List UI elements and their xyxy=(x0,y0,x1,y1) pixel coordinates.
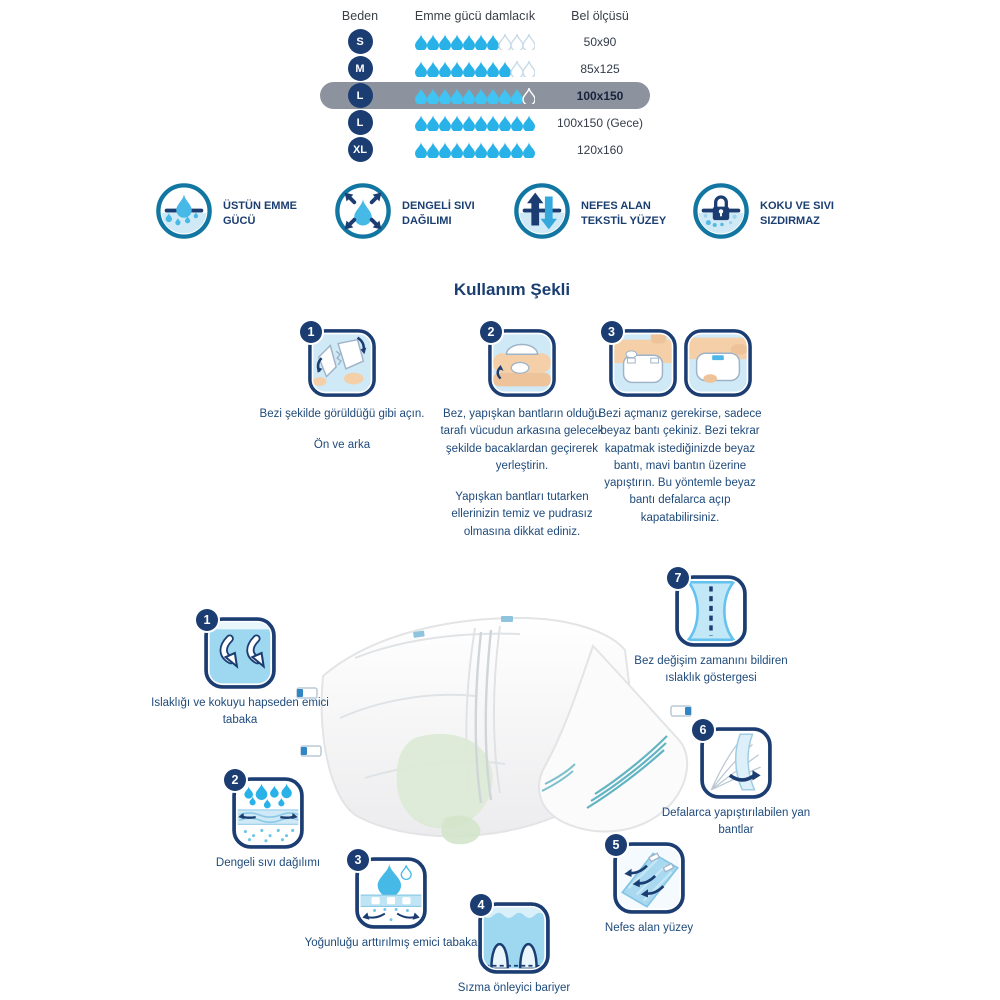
size-badge-m: M xyxy=(348,56,373,81)
absorbent-layer-icon xyxy=(203,613,277,690)
features-row xyxy=(155,182,855,245)
waist-size: 100x150 (Gece) xyxy=(556,115,644,130)
step-open-diaper-illustration xyxy=(307,325,377,398)
size-badge-xl: XL xyxy=(348,137,373,162)
step-place-diaper-illustration xyxy=(487,325,557,398)
liquid-distribution-icon xyxy=(231,773,305,850)
absorbency-droplets xyxy=(400,60,550,77)
size-row[interactable] xyxy=(320,82,650,109)
step-number-badge: 2 xyxy=(480,321,502,343)
size-badge-s: S xyxy=(348,29,373,54)
callout-number-badge: 5 xyxy=(605,834,627,856)
callout-label: Defalarca yapıştırılabilen yan bantlar xyxy=(661,807,811,836)
waist-size: 100x150 xyxy=(576,88,624,103)
callout-label: Yoğunluğu arttırılmış emici tabaka xyxy=(304,937,478,949)
col-header-waist: Bel ölçüsü xyxy=(571,9,629,23)
step-paragraph: Ön ve arka xyxy=(313,439,371,452)
size-table xyxy=(320,4,650,163)
odor-lock-icon xyxy=(692,182,750,245)
size-table-rows xyxy=(320,28,650,163)
col-header-absorbency: Emme gücü damlacık xyxy=(414,9,536,23)
feature-label: NEFES ALAN TEKSTİL YÜZEY xyxy=(581,199,667,227)
callout-5 xyxy=(559,838,739,937)
col-header-size: Beden xyxy=(341,9,379,23)
callout-label: Bez değişim zamanını bildiren ıslaklık göstergesi xyxy=(634,655,788,684)
step-number-badge: 1 xyxy=(300,321,322,343)
waist-size: 50x90 xyxy=(583,34,617,49)
usage-step-1 xyxy=(258,325,426,469)
step-number-badge: 3 xyxy=(601,321,623,343)
callout-number-badge: 1 xyxy=(196,609,218,631)
callout-number-badge: 6 xyxy=(692,719,714,741)
side-tapes-icon xyxy=(699,723,773,800)
step-caption xyxy=(258,406,426,455)
absorbency-droplets xyxy=(400,141,550,158)
absorbency-droplets xyxy=(400,87,550,104)
dense-core-icon xyxy=(354,853,428,930)
step-paragraph: Yapışkan bantları tutarken ellerinizin temiz ve pudrasız olmasına dikkat ediniz. xyxy=(451,491,593,538)
feature-item xyxy=(692,182,855,245)
feature-item xyxy=(155,182,318,245)
feature-label: ÜSTÜN EMME GÜCÜ xyxy=(223,199,297,227)
step-caption xyxy=(438,406,606,541)
callout-7 xyxy=(621,571,801,686)
wetness-indicator-icon xyxy=(674,571,748,648)
callout-label: Sızma önleyici bariyer xyxy=(457,982,571,994)
size-row[interactable] xyxy=(320,28,650,55)
size-table-header xyxy=(320,4,650,28)
step-tape-close-illustration xyxy=(683,328,753,398)
callout-number-badge: 7 xyxy=(667,567,689,589)
breathable-arrows-icon xyxy=(513,182,571,245)
usage-step-3 xyxy=(598,325,762,541)
size-row[interactable] xyxy=(320,55,650,82)
step-paragraph: Bez, yapışkan bantların olduğu tarafı vücudun arkasına gelecek şekilde bacaklardan geçirerek yerleştirin. xyxy=(440,408,604,472)
size-badge-l: L xyxy=(348,110,373,135)
feature-label: KOKU VE SIVI SIZDIRMAZ xyxy=(760,199,834,227)
step-paragraph: Bezi açmanız gerekirse, sadece beyaz bantı çekiniz. Bezi tekrar kapatmak istediğinizde beyaz bantı, mavi bantın üzerine yapıştırın. Bu yöntemle beyaz bantı defalarca açıp kapatabilirsiniz. xyxy=(598,408,762,524)
feature-item xyxy=(334,182,497,245)
droplet-spread-arrows-icon xyxy=(334,182,392,245)
usage-title: Kullanım Şekli xyxy=(453,280,571,299)
absorb-droplets-icon xyxy=(155,182,213,245)
absorbency-droplets xyxy=(400,33,550,50)
feature-label: DENGELİ SIVI DAĞILIMI xyxy=(402,199,475,227)
waist-size: 85x125 xyxy=(580,61,620,76)
step-paragraph: Bezi şekilde görüldüğü gibi açın. xyxy=(259,408,425,420)
breathable-sheet-icon xyxy=(612,838,686,915)
callout-label: Dengeli sıvı dağılımı xyxy=(215,857,321,869)
leak-barrier-icon xyxy=(477,898,551,975)
callout-label: Islaklığı ve kokuyu hapseden emici tabaka xyxy=(151,697,329,726)
callout-number-badge: 3 xyxy=(347,849,369,871)
step-caption xyxy=(598,406,762,527)
callout-label: Nefes alan yüzey xyxy=(604,922,694,934)
feature-item xyxy=(513,182,676,245)
step-tape-pull-illustration xyxy=(608,325,678,398)
usage-step-2 xyxy=(438,325,606,555)
callout-number-badge: 4 xyxy=(470,894,492,916)
waist-size: 120x160 xyxy=(576,142,624,157)
callout-6 xyxy=(646,723,826,838)
size-row[interactable] xyxy=(320,109,650,136)
size-badge-l: L xyxy=(348,83,373,108)
size-row[interactable] xyxy=(320,136,650,163)
callout-1 xyxy=(150,613,330,728)
absorbency-droplets xyxy=(400,114,550,131)
callout-number-badge: 2 xyxy=(224,769,246,791)
